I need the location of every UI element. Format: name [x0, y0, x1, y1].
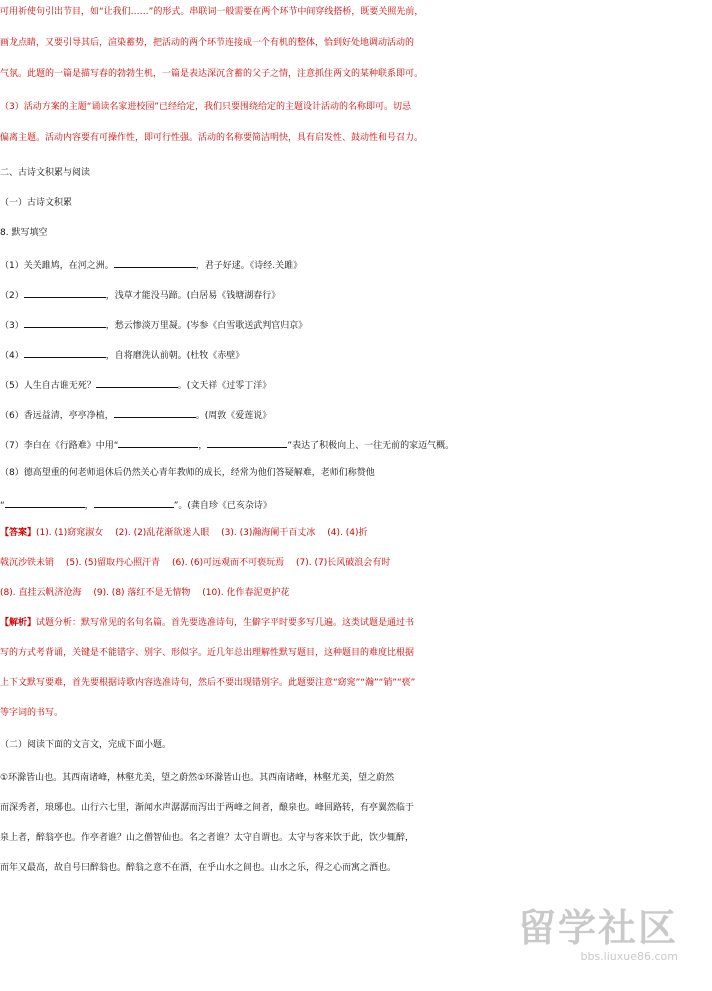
answer-blank[interactable]	[118, 433, 198, 448]
watermark-title: 留学社区	[517, 906, 678, 950]
answer-blank[interactable]	[24, 283, 106, 298]
analysis-line-1: 【解析】试题分析：默写常见的名句名篇。首先要选准诗句，生僻字平时要多写几遍。这类试题是通过书	[0, 618, 415, 628]
analysis-line-3: 上下文默写要难，首先要根据诗歌内容选准诗句，然后不要出现错别字。此题要注意“窈窕”“瀚”“销”“亵”	[0, 678, 416, 688]
answer-blank[interactable]	[94, 493, 174, 508]
intro-analysis-line-3: 气氛。此题的一篇是描写春的勃勃生机，一篇是表达深沉含蓄的父子之情，注意抓住两文的某种联系即可。	[0, 69, 424, 79]
analysis-label: 【解析】	[0, 618, 37, 628]
watermark-url: bbs.liuxue86.com	[580, 950, 678, 963]
answer-blank[interactable]	[114, 403, 196, 418]
passage-line-3: 泉上者，醉翁亭也。作亭者谁？山之僧智仙也。名之者谁？太守自谓也。太守与客来饮于此，饮少辄醉，	[0, 833, 415, 843]
question-8-title: 8. 默写填空	[0, 228, 48, 238]
analysis-line-4: 等字词的书写。	[0, 708, 64, 718]
fill-item-5: （5）人生自古谁无死？ 。(文天祥《过零丁洋》	[0, 373, 712, 396]
analysis-line-2: 写的方式考背诵，关键是不能错字、别字、形似字。近几年总出理解性默写题目，这种题目的难度比根据	[0, 648, 415, 658]
answer-label: 【答案】	[0, 528, 37, 538]
answer-line-1: 【答案】(1). (1)窈窕淑女 (2). (2)乱花渐欲迷人眼 (3). (3)瀚海阑干百丈冰 (4). (4)折	[0, 528, 368, 538]
fill-item-3: （3） ，愁云惨淡万里凝。(岑参《白雪歌送武判官归京》	[0, 313, 712, 336]
fill-item-8-line-2: “ ， ”。(龚自珍《已亥杂诗》	[0, 493, 712, 516]
fill-item-6: （6）香远益清，亭亭净植， 。(周敦《爱莲说》	[0, 403, 712, 426]
answer-blank[interactable]	[96, 373, 178, 388]
intro-analysis-line-5: 偏离主题。活动内容要有可操作性，即可行性强。活动的名称要简洁明快，具有启发性、鼓动性和号召力。	[0, 133, 424, 143]
subsection-heading-1: （一）古诗文积累	[0, 198, 73, 208]
subsection-heading-2: （二）阅读下面的文言文，完成下面小题。	[0, 740, 172, 750]
answer-blank[interactable]	[24, 313, 106, 328]
fill-item-8-line-1: （8）德高望重的何老师退休后仍然关心青年教师的成长，经常为他们答疑解难，老师们称赞他	[0, 468, 375, 478]
intro-analysis-line-1: 可用祈使句引出节目，如“让我们……”的形式。串联词一般需要在两个环节中间穿线搭桥，既要关照先前，	[0, 7, 424, 17]
fill-item-1: （1）关关雎鸠，在河之洲。 ，君子好逑。《诗经.关雎》	[0, 253, 712, 276]
answer-blank[interactable]	[24, 343, 106, 358]
fill-item-2: （2） ，浅草才能没马蹄。(白居易《钱塘湖春行》	[0, 283, 712, 306]
fill-item-4: （4） ，自将磨洗认前朝。(杜牧《赤壁》	[0, 343, 712, 366]
answer-blank[interactable]	[114, 253, 196, 268]
answer-blank[interactable]	[207, 433, 287, 448]
answer-line-2: 戟沉沙铁未销 (5). (5)留取丹心照汗青 (6). (6)可远观而不可亵玩焉 (7). (7)长风破浪会有时	[0, 558, 391, 568]
passage-line-2: 而深秀者，琅琊也。山行六七里，渐闻水声潺潺而泻出于两峰之间者，酿泉也。峰回路转，有亭翼然临于	[0, 803, 415, 813]
passage-line-1: ①环滁皆山也。其西南诸峰，林壑尤美，望之蔚然①环滁皆山也。其西南诸峰，林壑尤美，望之蔚然	[0, 773, 395, 783]
passage-line-4: 而年又最高，故自号曰醉翁也。醉翁之意不在酒，在乎山水之间也。山水之乐，得之心而寓之酒也。	[0, 863, 397, 873]
intro-analysis-line-2: 画龙点睛，又要引导其后，渲染蓄势，把活动的两个环节连接成一个有机的整体，恰到好处地调动活动的	[0, 38, 415, 48]
site-watermark	[518, 908, 678, 963]
intro-analysis-line-4: （3）活动方案的主题“诵读名家进校园”已经给定，我们只要围绕给定的主题设计活动的名称即可。切忌	[0, 102, 412, 112]
fill-item-7: （7）李白在《行路难》中用“ ， ”表达了积极向上、一往无前的家迈气概。	[0, 433, 712, 456]
answer-line-3: (8). 直挂云帆济沧海 (9). (8) 落红不是无情物 (10). 化作春泥更护花	[0, 588, 290, 598]
section-heading: 二、古诗文积累与阅读	[0, 168, 91, 178]
answer-blank[interactable]	[5, 493, 85, 508]
